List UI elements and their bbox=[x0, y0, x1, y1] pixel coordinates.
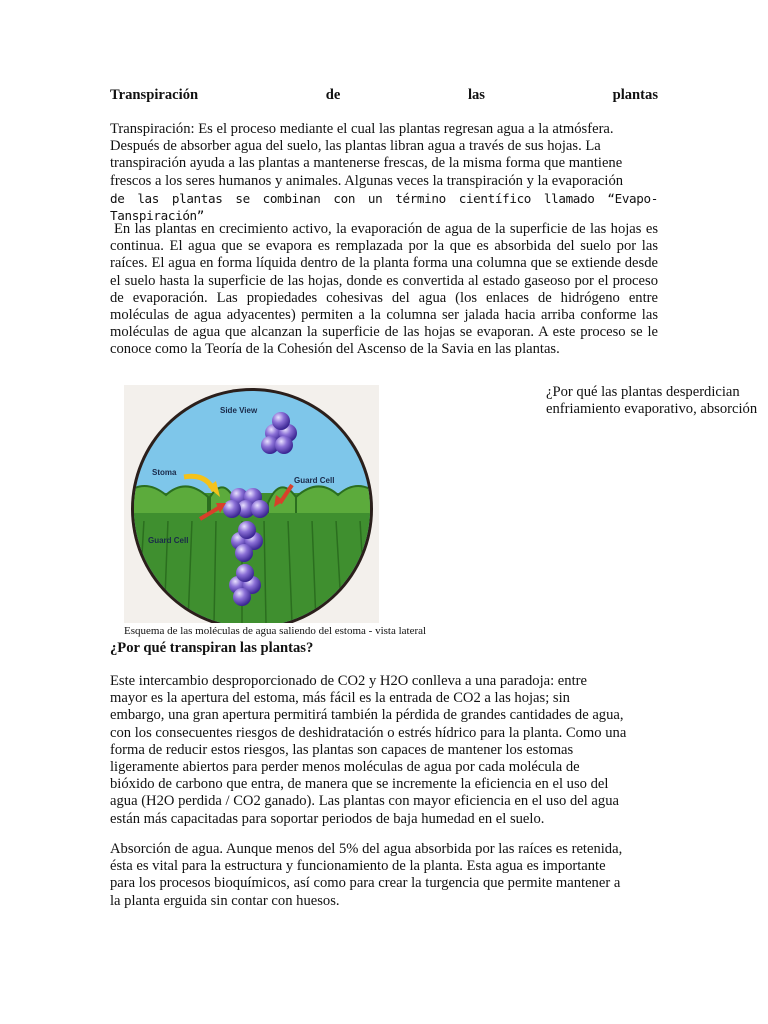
paragraph-absorption bbox=[110, 841, 662, 910]
section-heading: ¿Por qué transpiran las plantas? bbox=[110, 640, 314, 656]
side-question-line: ¿Por qué las plantas desperdician bbox=[546, 384, 740, 400]
paragraph-line: mayor es la apertura del estoma, más fácil es la entrada de CO2 a las hojas; sin bbox=[110, 690, 570, 707]
paragraph-line: están más capacitadas para soportar periodos de baja humedad en el suelo. bbox=[110, 810, 545, 827]
paragraph-line: Este intercambio desproporcionado de CO2 y H2O conlleva a una paradoja: entre bbox=[110, 673, 587, 689]
title-word: plantas bbox=[612, 87, 658, 103]
paragraph-paradox bbox=[110, 673, 662, 828]
paragraph-line: ligeramente abiertos para perder menos moléculas de agua por cada molécula de bbox=[110, 759, 580, 776]
paragraph-line: agua (H2O perdida / CO2 ganado). Las plantas con mayor eficiencia en el uso del agua bbox=[110, 793, 619, 810]
label-guard-cell-left: Guard Cell bbox=[148, 536, 189, 545]
figure-caption: Esquema de las moléculas de agua saliendo del estoma - vista lateral bbox=[124, 625, 427, 637]
side-question-line: enfriamiento evaporativo, absorción bbox=[546, 401, 758, 418]
label-side-view: Side View bbox=[220, 406, 258, 415]
paragraph-definition bbox=[110, 121, 658, 224]
paragraph-line: con los consecuentes riesgos de deshidratación o estrés hídrico para la planta. Como una bbox=[110, 724, 627, 741]
stoma-diagram bbox=[124, 385, 379, 623]
paragraph-line: para los procesos bioquímicos, así como para crear la turgencia que permite mantener a bbox=[110, 875, 621, 892]
title-word: las bbox=[467, 87, 485, 103]
label-guard-cell-right: Guard Cell bbox=[294, 476, 335, 485]
document-title bbox=[110, 87, 658, 104]
paragraph-line: embargo, una gran apertura permitirá también la pérdida de grandes cantidades de agua, bbox=[110, 707, 624, 724]
paragraph-line: Después de absorber agua del suelo, las plantas libran agua a través de sus hojas. La bbox=[110, 138, 601, 155]
paragraph-line: ésta es vital para la estructura y funcionamiento de la planta. Esta agua es importante bbox=[110, 858, 606, 875]
side-question bbox=[546, 384, 768, 418]
paragraph-line: la planta erguida sin contar con huesos. bbox=[110, 892, 340, 909]
paragraph-cohesion: En las plantas en crecimiento activo, la evaporación de agua de la superficie de las hojas es continua. El agua que se evapora es remplazada por la que es absorbida del suelo por las raíces. El agua en forma líquida dentro de la planta forma una columna que se extiende desde el suelo hasta la superficie de las hojas, donde es convertida al estado gaseoso por el proceso de evaporación. Las propiedades cohesivas del agua (los enlaces de hidrógeno entre moléculas de agua adyacentes) permiten a la columna ser jalada hacia arriba conforme las moléculas de agua que alcanzan la superficie de las hojas se evaporan. A este proceso se le conoce como la Teoría de la Cohesión del Ascenso de la Savia en las plantas. bbox=[110, 221, 658, 358]
paragraph-line: forma de reducir estos riesgos, las plantas son capaces de mantener los estomas bbox=[110, 741, 574, 758]
paragraph-line: Absorción de agua. Aunque menos del 5% del agua absorbida por las raíces es retenida, bbox=[110, 841, 623, 857]
paragraph-line: Transpiración: Es el proceso mediante el cual las plantas regresan agua a la atmósfera. bbox=[110, 121, 614, 137]
label-stoma: Stoma bbox=[152, 468, 177, 477]
stoma-figure bbox=[124, 385, 379, 623]
title-word: de bbox=[325, 87, 341, 103]
title-word: Transpiración bbox=[110, 87, 199, 103]
paragraph-line: bióxido de carbono que entra, de manera que se incremente la eficiencia en el uso del bbox=[110, 776, 609, 793]
paragraph-line: transpiración ayuda a las plantas a mantenerse frescas, de la misma forma que mantiene bbox=[110, 155, 623, 172]
paragraph-line: frescos a los seres humanos y animales. Algunas veces la transpiración y la evaporación bbox=[110, 172, 624, 189]
paragraph-line: de las plantas se combinan con un término científico llamado “Evapo-Tanspiración” bbox=[110, 190, 658, 224]
